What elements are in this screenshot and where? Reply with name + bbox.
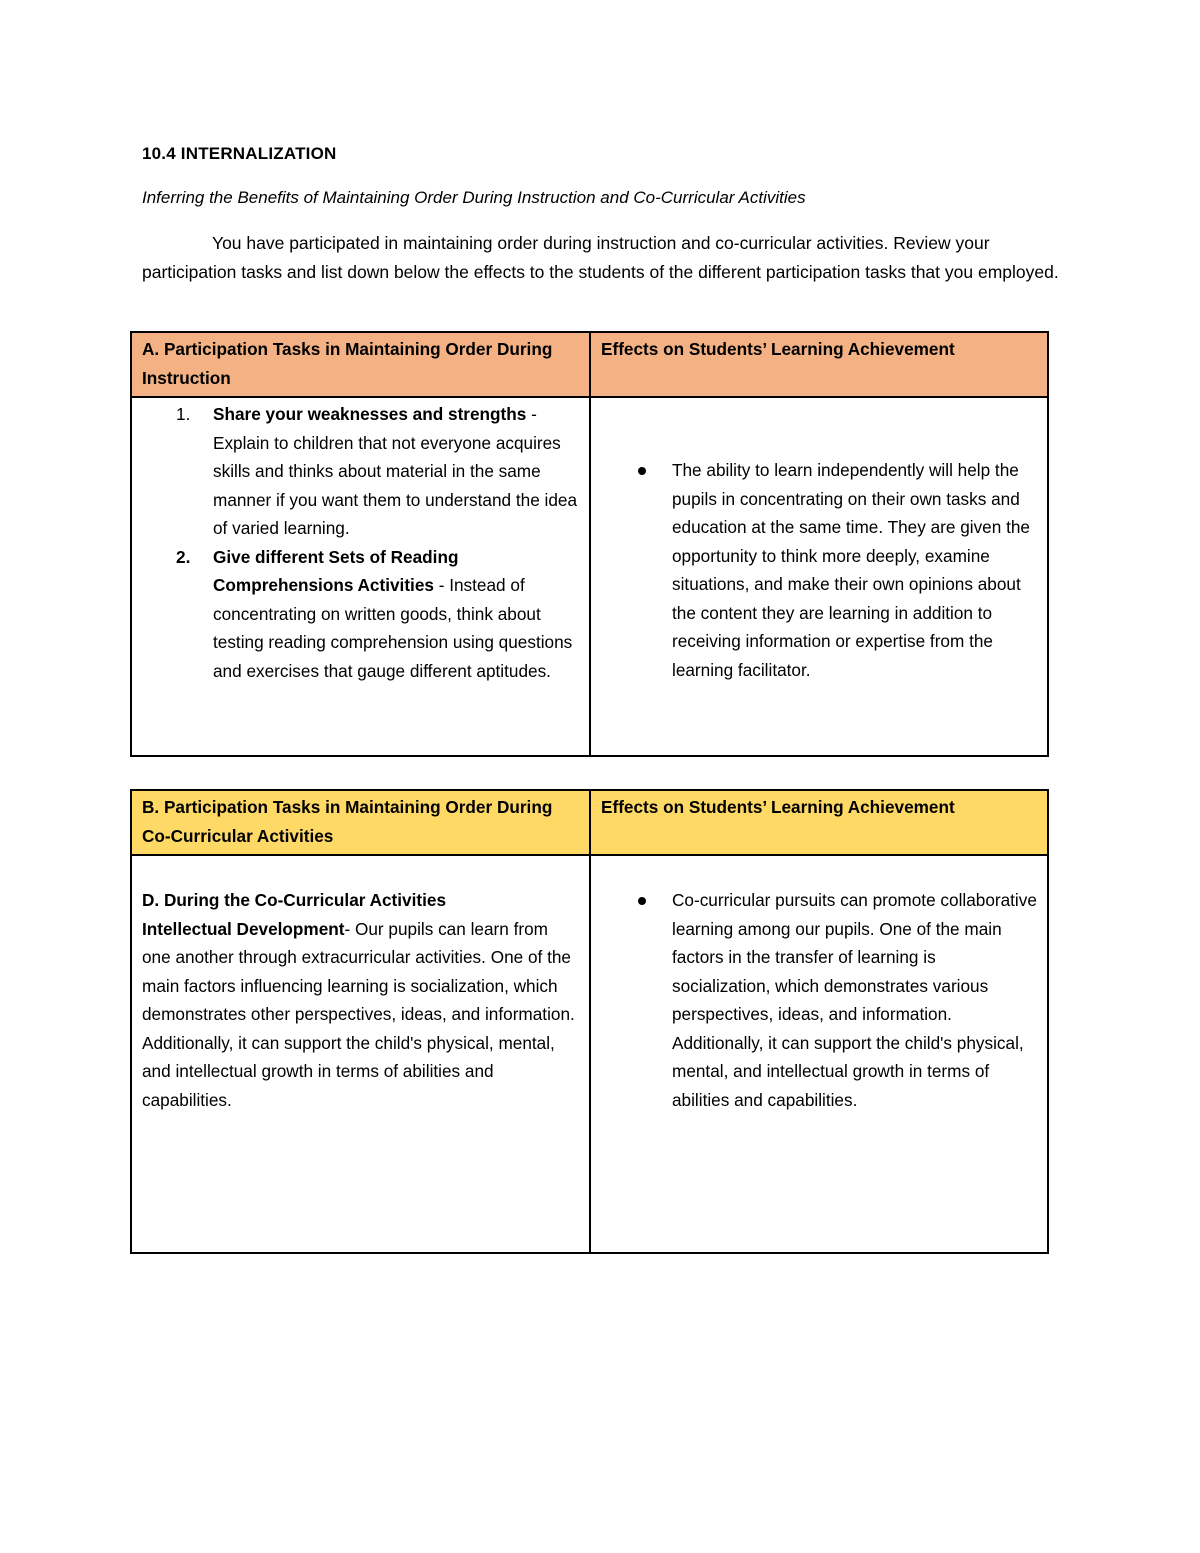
- effects-cell: [590, 855, 1048, 1253]
- effects-list: [601, 456, 1037, 684]
- list-item: Co-curricular pursuits can promote collaborative learning among our pupils. One of the main factors in the transfer of learning is socialization, which demonstrates various perspectives, ideas, and information. Additionally, it can support the child's physical, mental, and intellectual growth in terms of abilities and capabilities.: [672, 886, 1037, 1114]
- section-title: D. During the Co-Curricular Activities: [142, 890, 447, 910]
- co-curricular-tasks-table: [130, 789, 1049, 1254]
- section-subtitle: Inferring the Benefits of Maintaining Order During Instruction and Co-Curricular Activities: [142, 188, 806, 207]
- task-description: - Instead of concentrating on written goods, think about testing reading comprehension using questions and exercises that gauge different aptitudes.: [213, 575, 573, 681]
- task-title: Intellectual Development: [142, 918, 345, 939]
- tasks-header-cell: B. Participation Tasks in Maintaining Order During Co-Curricular Activities: [131, 790, 590, 855]
- task-description: - Explain to children that not everyone acquires skills and thinks about material in the same manner if you want them to understand the idea of varied learning.: [213, 404, 578, 538]
- instruction-tasks-table: [130, 331, 1049, 757]
- table-row: [131, 397, 1048, 756]
- task-paragraph: [142, 915, 579, 1115]
- section-heading: 10.4 INTERNALIZATION: [142, 144, 337, 163]
- effects-cell: [590, 397, 1048, 756]
- list-item: [213, 543, 579, 686]
- task-description: - Our pupils can learn from one another through extracurricular activities. One of the main factors influencing learning is socialization, which demonstrates other perspectives, ideas, and information. Additionally, it can support the child's physical, mental, and intellectual growth in terms of abilities and capabilities.: [142, 918, 575, 1110]
- task-title: Give different Sets of Reading Comprehensions Activities: [213, 546, 459, 595]
- effects-header-cell: Effects on Students’ Learning Achievement: [590, 790, 1048, 855]
- table-header-row: [131, 332, 1048, 397]
- task-title: Share your weaknesses and strengths: [213, 404, 527, 424]
- tasks-cell: [131, 397, 590, 756]
- effects-header-cell: Effects on Students’ Learning Achievement: [590, 332, 1048, 397]
- effects-list: [601, 886, 1037, 1114]
- table-row: [131, 855, 1048, 1253]
- intro-paragraph: You have participated in maintaining order during instruction and co-curricular activities. Review your participation tasks and list down below the effects to the students of the different participation tasks that you employed.: [142, 233, 1059, 282]
- list-item: The ability to learn independently will help the pupils in concentrating on their own tasks and education at the same time. They are given the opportunity to think more deeply, examine situations, and make their own opinions about the content they are learning in addition to receiving information or expertise from the learning facilitator.: [672, 456, 1037, 684]
- tasks-cell: [131, 855, 590, 1253]
- list-item: [213, 400, 579, 543]
- table-header-row: [131, 790, 1048, 855]
- tasks-list: [142, 400, 579, 685]
- tasks-header-cell: A. Participation Tasks in Maintaining Order During Instruction: [131, 332, 590, 397]
